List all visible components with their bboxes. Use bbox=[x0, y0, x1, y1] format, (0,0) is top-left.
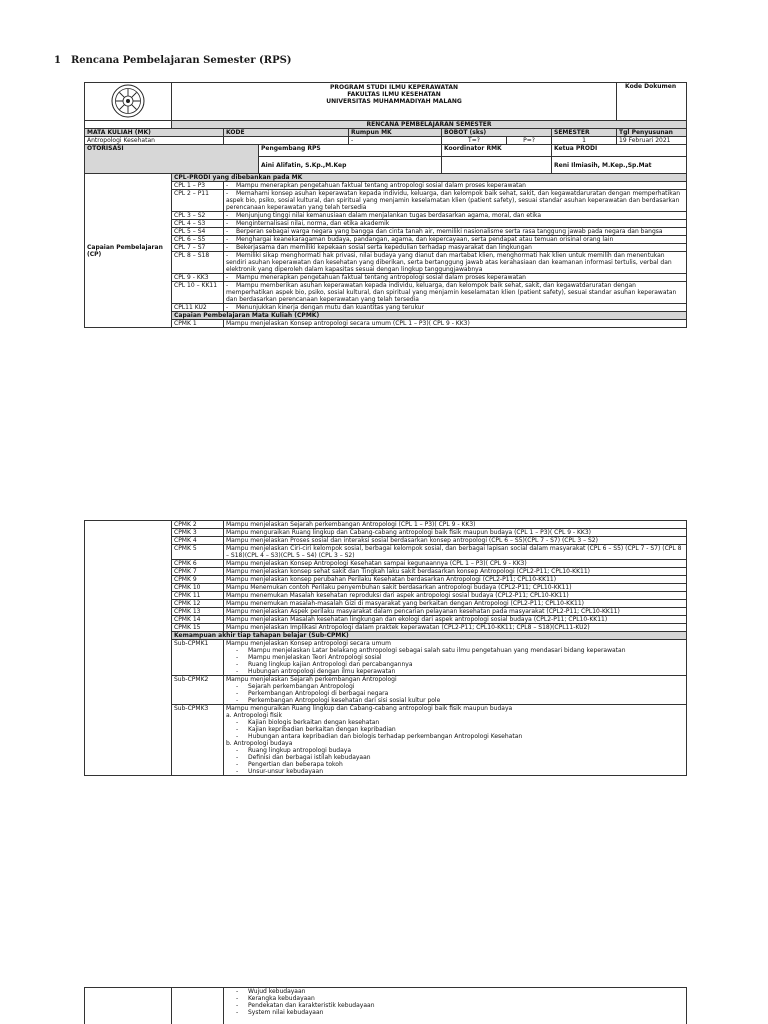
list-item: - Unsur-unsur kebudayaan bbox=[226, 768, 684, 775]
list-item: - Mampu menjelaskan Teori Antropologi sosial bbox=[226, 654, 684, 661]
ketua-label: Ketua PRODI bbox=[552, 145, 687, 157]
cpmk-header: Capaian Pembelajaran Mata Kuliah (CPMK) bbox=[172, 312, 687, 320]
cpmk-code: CPMK 12 bbox=[172, 600, 224, 608]
cpl-text: - Bekerjasama dan memiliki kepekaan sosial serta kepedulian terhadap masyarakat dan lingkungan bbox=[224, 244, 687, 252]
bobot-label: BOBOT (sks) bbox=[442, 129, 552, 137]
cpl-code: CPL 1 – P3 bbox=[172, 182, 224, 190]
cpmk-text: Mampu Menemukan contoh Perilaku penyembuhan sakit berdasarkan antropologi budaya (CPL2-P11; CPL10-KK11) bbox=[224, 584, 687, 592]
cpl-text: - Berperan sebagai warga negara yang bangga dan cinta tanah air, memiliki nasionalisme serta rasa tanggung jawab pada negara dan bangsa bbox=[224, 228, 687, 236]
cpmk-text: Mampu menjelaskan Konsep antropologi secara umum (CPL 1 – P3)( CPL 9 - KK3) bbox=[224, 320, 687, 328]
list-item: - Hubungan antara kepribadian dan biologis terhadap perkembangan Antropologi Kesehatan bbox=[226, 733, 684, 740]
mk-value: Antropologi Kesehatan bbox=[85, 137, 224, 145]
cpmk-code: CPMK 4 bbox=[172, 537, 224, 545]
tgl-value: 19 Februari 2021 bbox=[617, 137, 687, 145]
cp-label-line1: Capaian Pembelajaran bbox=[87, 243, 163, 251]
code-empty-cell bbox=[172, 988, 224, 1024]
cpmk-text: Mampu menguraikan Ruang lingkup dan Cabang-cabang antropologi baik fisik maupun budaya (CPL 1 – P3)( CPL 9 - KK3) bbox=[224, 529, 687, 537]
section-number: 1 bbox=[54, 55, 61, 66]
cpl-text: - Menginternalisasi nilai, norma, dan etika akademik bbox=[224, 220, 687, 228]
subcpmk-title: Mampu menjelaskan Konsep antropologi secara umum bbox=[226, 640, 391, 647]
subcpmk-content bbox=[224, 705, 687, 776]
cpmk-text: Mampu menjelaskan Ciri-ciri kelompok sosial, berbagai kelompok sosial, dan berbagai lapisan social dalam masyarakat (CPL 6 – S5) (CPL 7 - S7) (CPL 8 – S18)(CPL 4 – S3)(CPL 5 – S4) (CPL 3 – S2) bbox=[224, 545, 687, 560]
list-item: - Ruang lingkup kajian Antropologi dan percabangannya bbox=[226, 661, 684, 668]
kode-label: KODE bbox=[224, 129, 349, 137]
semester-label: SEMESTER bbox=[552, 129, 617, 137]
cpl-code: CPL 10 – KK11 bbox=[172, 282, 224, 304]
cpl-code: CPL 6 – S5 bbox=[172, 236, 224, 244]
subcpmk-content bbox=[224, 640, 687, 676]
rps-table-2 bbox=[84, 520, 687, 776]
cpmk-code: CPMK 2 bbox=[172, 521, 224, 529]
rumpun-label: Rumpun MK bbox=[349, 129, 442, 137]
faculty-name: FAKULTAS ILMU KESEHATAN bbox=[347, 91, 441, 98]
cpl-code: CPL 8 – S18 bbox=[172, 252, 224, 274]
section-title: Rencana Pembelajaran Semester (RPS) bbox=[70, 55, 292, 66]
cpmk-code: CPMK 7 bbox=[172, 568, 224, 576]
logo-cell bbox=[85, 83, 172, 121]
university-name: UNIVERSITAS MUHAMMADIYAH MALANG bbox=[326, 98, 462, 105]
cpmk-code: CPMK 1 bbox=[172, 320, 224, 328]
list-item: - Sejarah perkembangan Antropologi bbox=[226, 683, 684, 690]
rps-title: RENCANA PEMBELAJARAN SEMESTER bbox=[172, 121, 687, 129]
section-heading bbox=[54, 55, 292, 66]
continued-content bbox=[224, 988, 687, 1024]
cpmk-code: CPMK 5 bbox=[172, 545, 224, 560]
list-item: - Wujud kebudayaan bbox=[226, 988, 684, 995]
cpmk-text: Mampu menjelaskan Implikasi Antropologi dalam praktek keperawatan (CPL2-P11; CPL10-KK11; CPL8 – S18)(CPL11-KU2) bbox=[224, 624, 687, 632]
cpl-code: CPL11 KU2 bbox=[172, 304, 224, 312]
cpl-code: CPL 2 – P11 bbox=[172, 190, 224, 212]
list-item: - Pendekatan dan karakteristik kebudayaan bbox=[226, 1002, 684, 1009]
list-item: - Hubungan antropologi dengan ilmu keperawatan bbox=[226, 668, 684, 675]
rps-table-3 bbox=[84, 987, 687, 1024]
subcpmk-a-label: a. Antropologi fisik bbox=[226, 712, 283, 719]
cpl-text: - Menjunjung tinggi nilai kemanusiaan dalam menjalankan tugas berdasarkan agama, moral, dan etika bbox=[224, 212, 687, 220]
cpmk-code: CPMK 6 bbox=[172, 560, 224, 568]
cpmk-text: Mampu menjelaskan Masalah kesehatan lingkungan dan ekologi dari aspek antropologi sosial budaya (CPL2-P11; CPL10-KK11) bbox=[224, 616, 687, 624]
cpl-text: - Menghargai keanekaragaman budaya, pandangan, agama, dan kepercayaan, serta pendapat atau temuan orisinal orang lain bbox=[224, 236, 687, 244]
left-empty-cell bbox=[85, 521, 172, 776]
list-item: - Perkembangan Antropologi di berbagai negara bbox=[226, 690, 684, 697]
cpl-code: CPL 9 - KK3 bbox=[172, 274, 224, 282]
university-seal-icon bbox=[111, 84, 145, 118]
list-item: - Ruang lingkup antropologi budaya bbox=[226, 747, 684, 754]
cpl-text: - Menunjukkan kinerja dengan mutu dan kuantitas yang terukur bbox=[224, 304, 687, 312]
cpmk-text: Mampu menjelaskan konsep perubahan Perilaku Kesehatan berdasarkan Antropologi (CPL2-P11; CPL10-KK11) bbox=[224, 576, 687, 584]
subcpmk-code: Sub-CPMK2 bbox=[172, 676, 224, 705]
cpmk-text: Mampu menjelaskan Sejarah perkembangan Antropologi (CPL 1 – P3)( CPL 9 - KK3) bbox=[224, 521, 687, 529]
kode-dokumen-label: Kode Dokumen bbox=[617, 83, 687, 121]
cpmk-text: Mampu menemukan Masalah kesehatan reproduksi dari aspek antropologi sosial budaya (CPL2-P11; CPL10-KK11) bbox=[224, 592, 687, 600]
list-item: - Perkembangan Antropologi kesehatan dari sisi sosial kultur pole bbox=[226, 697, 684, 704]
cpl-text: - Mampu menerapkan pengetahuan faktual tentang antropologi sosial dalam proses keperawatan bbox=[224, 274, 687, 282]
koordinator-label: Koordinator RMK bbox=[442, 145, 552, 157]
ketua-value: Reni Ilmiasih, M.Kep.,Sp.Mat bbox=[552, 157, 687, 174]
pengembang-value: Aini Alifatin, S.Kp.,M.Kep bbox=[259, 157, 442, 174]
semester-value: 1 bbox=[552, 137, 617, 145]
cpl-header: CPL-PRODI yang dibebankan pada MK bbox=[172, 174, 687, 182]
rps-table-1 bbox=[84, 82, 687, 328]
cpmk-code: CPMK 9 bbox=[172, 576, 224, 584]
subcpmk-code: Sub-CPMK3 bbox=[172, 705, 224, 776]
list-item: - Kajian kepribadian berkaitan dengan kepribadian bbox=[226, 726, 684, 733]
program-name: PROGRAM STUDI ILMU KEPERAWATAN bbox=[330, 84, 459, 91]
bobot-t-value: T=? bbox=[442, 137, 507, 145]
cp-label bbox=[85, 174, 172, 328]
cpl-code: CPL 5 – S4 bbox=[172, 228, 224, 236]
subcpmk-title: Mampu menjelaskan Sejarah perkembangan Antropologi bbox=[226, 676, 397, 683]
left-empty-cell bbox=[85, 988, 172, 1024]
list-item: - Mampu menjelaskan Latar belakang anthropologi sebagai salah satu ilmu pengetahuan yang mendasari bidang keperawatan bbox=[226, 647, 684, 654]
cpmk-code: CPMK 14 bbox=[172, 616, 224, 624]
subcpmk-title: Mampu menguraikan Ruang lingkup dan Cabang-cabang antropologi baik fisik maupun budaya bbox=[226, 705, 513, 712]
list-item: - Definisi dan berbagai istilah kebudayaan bbox=[226, 754, 684, 761]
cpmk-text: Mampu menemukan masalah-masalah Gizi di masyarakat yang berkaitan dengan Antropologi (CPL2-P11; CPL10-KK11) bbox=[224, 600, 687, 608]
cpl-code: CPL 4 – S3 bbox=[172, 220, 224, 228]
cpmk-code: CPMK 15 bbox=[172, 624, 224, 632]
mk-label: MATA KULIAH (MK) bbox=[85, 129, 224, 137]
rumpun-value: - bbox=[349, 137, 442, 145]
cpmk-text: Mampu menjelaskan konsep sehat sakit dan Tingkah laku sakit berdasarkan konsep Antropologi (CPL2-P11; CPL10-KK11) bbox=[224, 568, 687, 576]
tgl-label: Tgl Penyusunan bbox=[617, 129, 687, 137]
list-item: - Pengertian dan beberapa tokoh bbox=[226, 761, 684, 768]
subcpmk-code: Sub-CPMK1 bbox=[172, 640, 224, 676]
cpl-code: CPL 3 – S2 bbox=[172, 212, 224, 220]
institution-header bbox=[172, 83, 617, 121]
cpmk-text: Mampu menjelaskan Proses sosial dan interaksi sosial berdasarkan konsep antropologi (CPL 6 – S5)(CPL 7 - S7) (CPL 3 – S2) bbox=[224, 537, 687, 545]
cpl-text: - Mampu memberikan asuhan keperawatan kepada individu, keluarga, dan kelompok baik sehat, sakit, dan kegawatdaruratan dengan memperhatikan aspek bio, psiko, sosial kultural, dan spiritual yang menjamin keselamatan klien (patient safety), sesuai standar asuhan keperawatan dan berdasarkan perencanaan keperawatan yang telah tersedia bbox=[224, 282, 687, 304]
cpl-text: - Memahami konsep asuhan keperawatan kepada individu, keluarga, dan kelompok baik sehat, sakit, dan kegawatdaruratan dengan memperhatikan aspek bio, psiko, sosial kultural, dan spiritual yang menjamin keselamatan klien (patient safety), sesuai standar asuhan keperawatan dan berdasarkan perencanaan keperawatan yang telah tersedia bbox=[224, 190, 687, 212]
cpl-text: - Memiliki sikap menghormati hak privasi, nilai budaya yang dianut dan martabat klien, menghormati hak klien untuk memilih dan menentukan sendiri asuhan keperawatan dan kesehatan yang diberikan, serta bertanggung jawab atas kerahasiaan dan keamanan informasi tertulis, verbal dan elektronik yang diperoleh dalam kapasitas sesuai dengan lingkup tanggungjawabnya bbox=[224, 252, 687, 274]
cpmk-code: CPMK 3 bbox=[172, 529, 224, 537]
list-item: - Kerangka kebudayaan bbox=[226, 995, 684, 1002]
cpmk-code: CPMK 13 bbox=[172, 608, 224, 616]
cpl-text: - Mampu menerapkan pengetahuan faktual tentang antropologi sosial dalam proses keperawatan bbox=[224, 182, 687, 190]
cpl-code: CPL 7 – S7 bbox=[172, 244, 224, 252]
cp-label-line2: (CP) bbox=[87, 250, 102, 258]
subcpmk-header: Kemampuan akhir tiap tahapan belajar (Sub-CPMK) bbox=[172, 632, 687, 640]
subcpmk-content bbox=[224, 676, 687, 705]
cpmk-text: Mampu menjelaskan Konsep Antropologi Kesehatan sampai kegunaannya (CPL 1 – P3)( CPL 9 - KK3) bbox=[224, 560, 687, 568]
list-item: - Kajian biologis berkaitan dengan kesehatan bbox=[226, 719, 684, 726]
pengembang-label: Pengembang RPS bbox=[259, 145, 442, 157]
list-item: - System nilai kebudayaan bbox=[226, 1009, 684, 1016]
cpmk-code: CPMK 10 bbox=[172, 584, 224, 592]
otorisasi-label: OTORISASI bbox=[85, 145, 259, 174]
subcpmk-b-label: b. Antropologi budaya bbox=[226, 740, 293, 747]
cpmk-text: Mampu menjelaskan Aspek perilaku masyarakat dalam pencarian pelayanan kesehatan pada masyarakat (CPL2-P11; CPL10-KK11) bbox=[224, 608, 687, 616]
cpmk-code: CPMK 11 bbox=[172, 592, 224, 600]
bobot-p-value: P=? bbox=[507, 137, 552, 145]
